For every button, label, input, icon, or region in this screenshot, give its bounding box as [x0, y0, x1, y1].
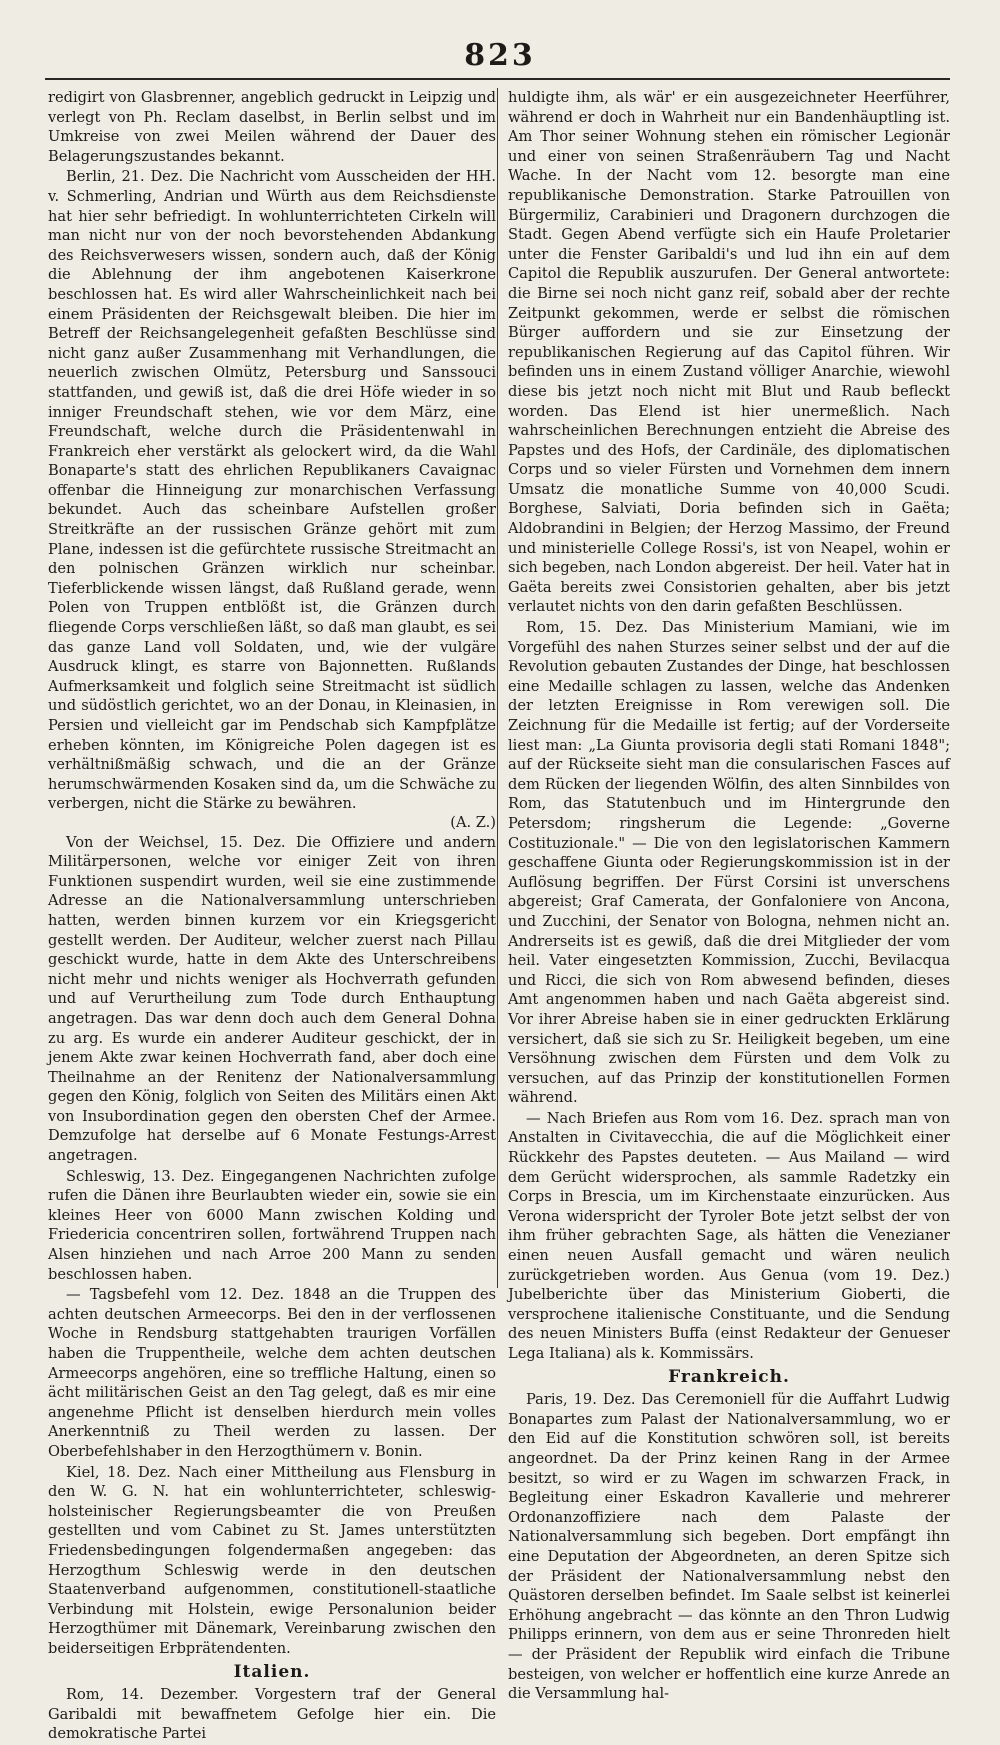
article-paragraph: Berlin, 21. Dez. Die Nachricht vom Ausscheiden der HH. v. Schmerling, Andrian und Würth aus dem Reichsdienste hat hier sehr befriedigt. In wohlunterrichteten Cirkeln will man nicht nur von der noch bevorstehenden Abdankung des Reichsverwesers wissen, sondern auch, daß der König die Ablehnung der ihm angebotenen Kaiserkrone beschlossen hat. Es wird aller Wahrscheinlichkeit nach bei einem Präsidenten der Reichsgewalt bleiben. Die hier im Betreff der Reichsangelegenheit gefaßten Beschlüsse sind nicht ganz außer Zusammenhang mit Verhandlungen, die neuerlich zwischen Olmütz, Petersburg und Sanssouci stattfanden, und gewiß ist, daß die drei Höfe wieder in so inniger Freundschaft stehen, wie vor dem März, eine Freundschaft, welche durch die Präsidentenwahl in Frankreich eher verstärkt als gelockert wird, da die Wahl Bonaparte's statt des ehrlichen Republikaners Cavaignac offenbar die Hinneigung zur monarchischen Verfassung bekundet. Auch das scheinbare Aufstellen großer Streitkräfte an der russischen Gränze gehört mit zum Plane, indessen ist die gefürchtete russische Streitmacht an den polnischen Gränzen wirklich nur scheinbar. Tieferblickende wissen längst, daß Rußland gerade, wenn Polen von Truppen entblößt ist, die Gränzen durch fliegende Corps verschließen läßt, so daß man glaubt, es sei das ganze Land voll Soldaten, und, wie der vulgäre Ausdruck klingt, es starre von Bajonnetten. Rußlands Aufmerksamkeit und folglich seine Streitmacht ist südlich und südöstlich gerichtet, wo an der Donau, in Kleinasien, in Persien und vielleicht gar im Pendschab sich Kampfplätze erheben könnten, im Königreiche Polen dagegen ist es verhältnißmäßig schwach, und die an der Gränze herumschwärmenden Kosaken sind da, um die Schwäche zu verbergen, nicht die Stärke zu bewähren.	[48, 168, 496, 813]
article-paragraph: Von der Weichsel, 15. Dez. Die Offiziere und andern Militärpersonen, welche vor einiger Zeit von ihren Funktionen suspendirt wurden, weil sie eine zustimmende Adresse an die Nationalversammlung unterschrieben hatten, werden binnen kurzem vor ein Kriegsgericht gestellt werden. Der Auditeur, welcher zuerst nach Pillau geschickt wurde, hatte in dem Akte des Unterschreibens nicht mehr und nichts weniger als Hochverrath gefunden und auf Verurtheilung zum Tode durch Enthauptung angetragen. Das war denn doch auch dem General Dohna zu arg. Es wurde ein anderer Auditeur geschickt, der in jenem Akte zwar keinen Hochverrath fand, aber doch eine Theilnahme an der Renitenz der Nationalversammlung gegen den König, folglich von Seiten des Militärs einen Akt von Insubordination gegen den obersten Chef der Armee. Demzufolge hat derselbe auf 6 Monate Festungs-Arrest angetragen.	[48, 833, 496, 1165]
section-heading-frankreich: Frankreich.	[668, 1366, 790, 1387]
source-signature: (A. Z.)	[450, 813, 496, 831]
article-paragraph: Schleswig, 13. Dez. Eingegangenen Nachrichten zufolge rufen die Dänen ihre Beurlaubten wieder ein, sowie sie ein kleines Heer von 6000 Mann zwischen Kolding und Friedericia concentriren sollen, fortwährend Truppen nach Alsen hinziehen und nach Arroe 200 Mann zu senden beschlossen haben.	[48, 1167, 496, 1283]
article-paragraph: redigirt von Glasbrenner, angeblich gedruckt in Leipzig und verlegt von Ph. Reclam daselbst, in Berlin selbst und im Umkreise von zwei Meilen während der Dauer des Belagerungszustandes bekannt.	[48, 89, 496, 165]
left-column	[48, 88, 496, 1745]
article-paragraph: huldigte ihm, als wär' er ein ausgezeichneter Heerführer, während er doch in Wahrheit nur ein Bandenhäuptling ist. Am Thor seiner Wohnung stehen ein römischer Legionär und einer von seinen Straßenräubern Tag und Nacht Wache. In der Nacht vom 12. besorgte man eine republikanische Demonstration. Starke Patrouillen von Bürgermiliz, Carabinieri und Dragonern durchzogen die Stadt. Gegen Abend verfügte sich ein Haufe Proletarier unter die Fenster Garibaldi's und lud ihn ein auf dem Capitol die Republik auszurufen. Der General antwortete: die Birne sei noch nicht ganz reif, sobald aber der rechte Zeitpunkt gekommen, werde er selbst die römischen Bürger auffordern und sie zur Einsetzung der republikanischen Regierung auf das Capitol führen. Wir befinden uns in einem Zustand völliger Anarchie, wiewohl diese bis jetzt noch nicht mit Blut und Raub befleckt worden. Das Elend ist hier unermeßlich. Nach wahrscheinlichen Berechnungen entzieht die Abreise des Papstes und des Hofs, der Cardinäle, des diplomatischen Corps und so vieler Fürsten und Vornehmen dem innern Umsatz die monatliche Summe von 40,000 Scudi. Borghese, Salviati, Doria befinden sich in Gaëta; Aldobrandini in Belgien; der Herzog Massimo, der Freund und ministerielle College Rossi's, ist von Neapel, wohin er sich begeben, nach London abgereist. Der heil. Vater hat in Gaëta bereits zwei Consistorien gehalten, aber bis jetzt verlautet nichts von den darin gefaßten Beschlüssen.	[508, 89, 950, 616]
page-number: 823	[464, 38, 536, 73]
article-paragraph: Rom, 15. Dez. Das Ministerium Mamiani, wie im Vorgefühl des nahen Sturzes seiner selbst und der auf die Revolution gebauten Zustandes der Dinge, hat beschlossen eine Medaille schlagen zu lassen, welche das Andenken der letzten Ereignisse in Rom verewigen soll. Die Zeichnung für die Medaille ist fertig; auf der Vorderseite liest man: „La Giunta provisoria degli stati Romani 1848"; auf der Rückseite sieht man die consularischen Fasces auf dem Rücken der liegenden Wölfin, des alten Sinnbildes von Rom, das Statutenbuch und im Hintergrunde den Petersdom; ringsherum die Legende: „Governe Costituzionale." — Die von den legislatorischen Kammern geschaffene Giunta oder Regierungskommission ist in der Auflösung begriffen. Der Fürst Corsini ist unverschens abgereist; Graf Camerata, der Gonfaloniere von Ancona, und Zucchini, der Senator von Bologna, nehmen nicht an. Andrerseits ist es gewiß, daß die drei Mitglieder der vom heil. Vater eingesetzten Kommission, Zucchi, Bevilacqua und Ricci, die sich von Rom abwesend befinden, dieses Amt angenommen haben und nach Gaëta abgereist sind. Vor ihrer Abreise haben sie in einer gedruckten Erklärung versichert, daß sie sich zu Sr. Heiligkeit begeben, um eine Versöhnung zwischen dem Fürsten und dem Volk zu versuchen, auf das Prinzip der konstitutionellen Formen während.	[508, 619, 950, 1107]
article-paragraph: Kiel, 18. Dez. Nach einer Mittheilung aus Flensburg in den W. G. N. hat ein wohlunterrichteter, schleswig-holsteinischer Regierungsbeamter die von Preußen gestellten und vom Cabinet zu St. James unterstützten Friedensbedingungen folgendermaßen angegeben: das Herzogthum Schleswig werde in den deutschen Staatenverband aufgenommen, constitutionell-staatliche Verbindung mit Holstein, ewige Personalunion beider Herzogthümer mit Dänemark, Vereinbarung zwischen den beiderseitigen Erbprätendenten.	[48, 1463, 496, 1657]
right-column	[508, 88, 950, 1705]
article-paragraph: Rom, 14. Dezember. Vorgestern traf der General Garibaldi mit bewaffnetem Gefolge hier ein. Die demokratische Partei	[48, 1686, 496, 1743]
column-divider	[497, 88, 498, 1288]
section-heading-italien: Italien.	[233, 1661, 311, 1682]
header-rule	[45, 78, 950, 80]
article-paragraph: — Nach Briefen aus Rom vom 16. Dez. sprach man von Anstalten in Civitavecchia, die auf die Möglichkeit einer Rückkehr des Papstes deuteten. — Aus Mailand — wird dem Gerücht widersprochen, als sammle Radetzky ein Corps in Brescia, um im Kirchenstaate einzurücken. Aus Verona widerspricht der Tyroler Bote jetzt selbst der von ihm früher gebrachten Sage, als hätten die Venezianer einen neuen Ausfall gemacht und wären neulich zurückgetrieben worden. Aus Genua (vom 19. Dez.) Jubelberichte über das Ministerium Gioberti, die versprochene italienische Constituante, und die Sendung des neuen Ministers Buffa (einst Redakteur der Genueser Lega Italiana) als k. Kommissärs.	[508, 1109, 950, 1362]
article-paragraph: — Tagsbefehl vom 12. Dez. 1848 an die Truppen des achten deutschen Armeecorps. Bei den in der verflossenen Woche in Rendsburg stattgehabten traurigen Vorfällen haben die Truppentheile, welche dem achten deutschen Armeecorps angehören, eine so treffliche Haltung, einen so ächt militärischen Geist an den Tag gelegt, daß es mir eine angenehme Pflicht ist denselben hierdurch mein volles Anerkenntniß zu Theil werden zu lassen. Der Oberbefehlshaber in den Herzogthümern v. Bonin.	[48, 1286, 496, 1460]
article-paragraph: Paris, 19. Dez. Das Ceremoniell für die Auffahrt Ludwig Bonapartes zum Palast der Nationalversammlung, wo er den Eid auf die Konstitution schwören soll, ist bereits angeordnet. Da der Prinz keinen Rang in der Armee besitzt, so wird er zu Wagen im schwarzen Frack, in Begleitung einer Eskadron Kavallerie und mehrerer Ordonanzoffiziere nach dem Palaste der Nationalversammlung sich begeben. Dort empfängt ihn eine Deputation der Abgeordneten, an deren Spitze sich der Präsident der Nationalversammlung nebst den Quästoren derselben befindet. Im Saale selbst ist keinerlei Erhöhung angebracht — das könnte an den Thron Ludwig Philipps erinnern, von dem aus er seine Thronreden hielt — der Präsident der Republik wird einfach die Tribune besteigen, von welcher er hoffentlich eine kurze Anrede an die Versammlung hal-	[508, 1391, 950, 1703]
